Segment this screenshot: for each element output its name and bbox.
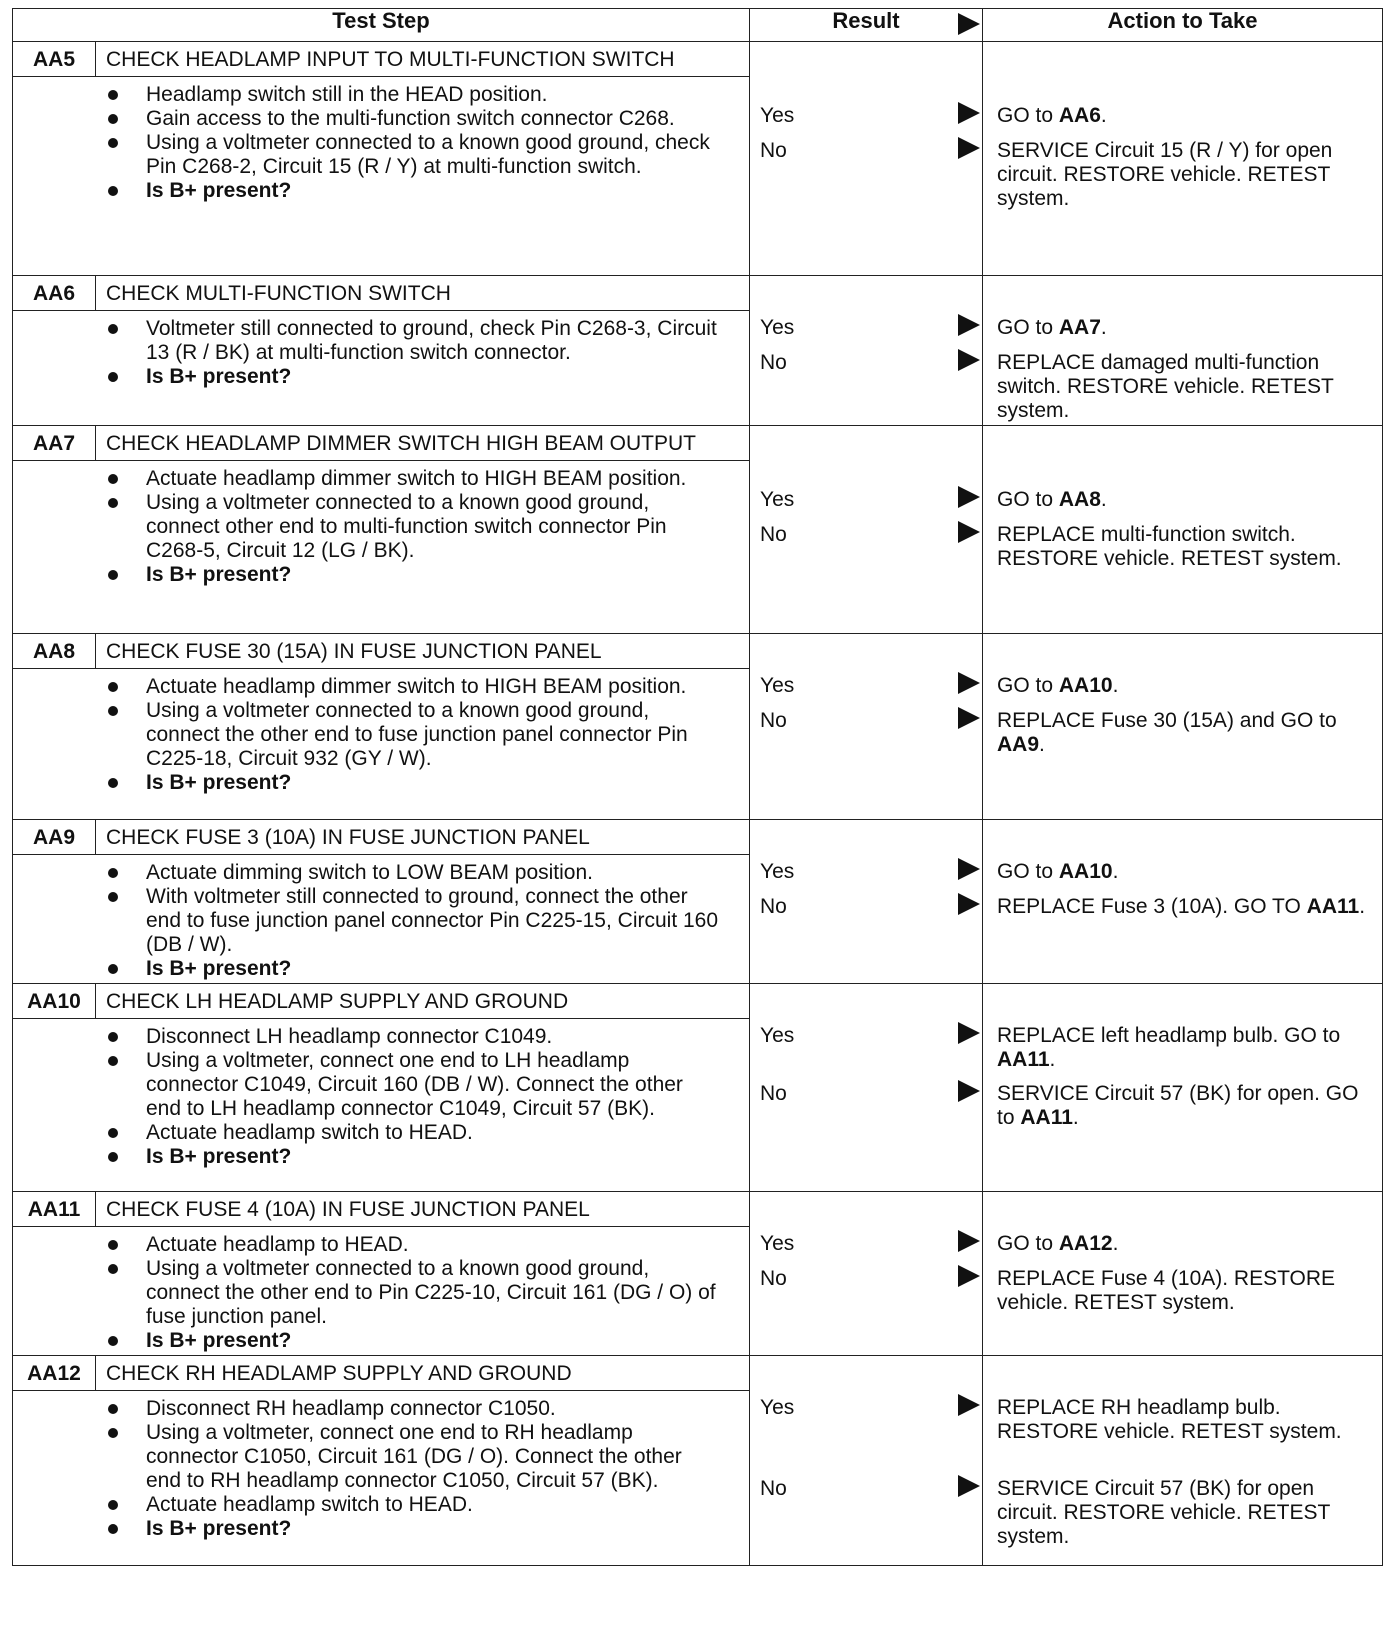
bullet-list: [108, 467, 719, 587]
action-suffix: .: [1359, 895, 1366, 918]
result-label: Yes: [760, 1232, 795, 1255]
table-row: [13, 634, 1383, 820]
action-instruction: REPLACE multi-function switch. RESTORE vehicle. RETEST system.: [997, 523, 1342, 570]
step-question: Is B+ present?: [108, 1145, 719, 1169]
action-suffix: .: [1049, 1048, 1056, 1071]
test-step-cell: [13, 276, 750, 426]
step-id: AA6: [13, 276, 96, 310]
action-text: [997, 1267, 1376, 1315]
arrow-right-icon: [958, 893, 980, 915]
arrow-right-icon: [958, 486, 980, 508]
action-text: [997, 1024, 1376, 1072]
result-cell: [750, 984, 983, 1192]
bullet-item: Actuate dimming switch to LOW BEAM position.: [108, 861, 719, 885]
action-text: [997, 316, 1376, 340]
test-step-cell: [13, 426, 750, 634]
result-label: Yes: [760, 860, 795, 883]
test-step-cell: [13, 984, 750, 1192]
table-row: [13, 42, 1383, 276]
step-heading: [13, 276, 749, 311]
step-reference: AA8: [1058, 488, 1101, 511]
result-no: [760, 1082, 982, 1108]
bullet-item: With voltmeter still connected to ground, connect the other end to fuse junction panel connector Pin C225-15, Circuit 160 (DB / W).: [108, 885, 719, 957]
action-text: [997, 1232, 1376, 1256]
bullet-list: [108, 1233, 719, 1353]
step-question: Is B+ present?: [108, 179, 719, 203]
action-instruction: REPLACE left headlamp bulb. GO to: [997, 1024, 1341, 1047]
arrow-right-icon: [958, 707, 980, 729]
test-step-cell: [13, 634, 750, 820]
step-id: AA12: [13, 1356, 96, 1390]
step-id: AA9: [13, 820, 96, 854]
step-heading: [13, 984, 749, 1019]
table-body: [13, 42, 1383, 1566]
bullet-list: [108, 83, 719, 203]
arrow-right-icon: [958, 858, 980, 880]
step-instructions: [13, 1019, 749, 1171]
result-no: [760, 709, 982, 735]
action-suffix: .: [1112, 1232, 1119, 1255]
step-question: Is B+ present?: [108, 563, 719, 587]
action-suffix: .: [1112, 860, 1119, 883]
result-no: [760, 351, 982, 377]
action-instruction: REPLACE Fuse 3 (10A). GO TO: [997, 895, 1307, 918]
step-title: CHECK FUSE 30 (15A) IN FUSE JUNCTION PANEL: [106, 640, 602, 663]
result-no: [760, 1477, 982, 1503]
result-label: No: [760, 1082, 787, 1105]
result-label: No: [760, 523, 787, 546]
bullet-item: Gain access to the multi-function switch connector C268.: [108, 107, 719, 131]
table-row: [13, 1356, 1383, 1566]
action-instruction: GO to: [997, 860, 1059, 883]
test-step-cell: [13, 42, 750, 276]
result-yes: [760, 1232, 982, 1258]
result-header-label: Result: [832, 8, 900, 33]
bullet-item: Actuate headlamp switch to HEAD.: [108, 1121, 719, 1145]
step-title: CHECK RH HEADLAMP SUPPLY AND GROUND: [106, 1362, 572, 1385]
step-title: CHECK HEADLAMP INPUT TO MULTI-FUNCTION SWITCH: [106, 48, 675, 71]
result-label: No: [760, 895, 787, 918]
bullet-item: Using a voltmeter connected to a known good ground, check Pin C268-2, Circuit 15 (R / Y) at multi-function switch.: [108, 131, 719, 179]
step-heading: [13, 42, 749, 77]
table-row: [13, 276, 1383, 426]
action-text: [997, 488, 1376, 512]
step-question: Is B+ present?: [108, 1517, 719, 1541]
bullet-item: Actuate headlamp dimmer switch to HIGH BEAM position.: [108, 467, 719, 491]
action-instruction: GO to: [997, 104, 1059, 127]
arrow-right-icon: [958, 314, 980, 336]
result-label: No: [760, 1477, 787, 1500]
bullet-list: [108, 861, 719, 981]
bullet-item: Voltmeter still connected to ground, check Pin C268-3, Circuit 13 (R / BK) at multi-function switch connector.: [108, 317, 719, 365]
result-label: Yes: [760, 104, 795, 127]
step-id: AA8: [13, 634, 96, 668]
result-label: No: [760, 351, 787, 374]
result-no: [760, 139, 982, 165]
result-label: Yes: [760, 1024, 795, 1047]
action-text: [997, 139, 1376, 211]
step-id: AA11: [13, 1192, 96, 1226]
step-reference: AA6: [1058, 104, 1101, 127]
step-reference: AA10: [1058, 674, 1113, 697]
test-step-table: [12, 8, 1383, 1566]
bullet-item: Disconnect LH headlamp connector C1049.: [108, 1025, 719, 1049]
result-yes: [760, 674, 982, 700]
action-cell: [983, 634, 1383, 820]
result-label: No: [760, 709, 787, 732]
step-heading: [13, 634, 749, 669]
arrow-right-icon: [958, 349, 980, 371]
action-instruction: SERVICE Circuit 57 (BK) for open. GO to: [997, 1082, 1359, 1129]
action-text: [997, 860, 1376, 884]
arrow-right-icon: [958, 137, 980, 159]
step-instructions: [13, 461, 749, 589]
bullet-item: Headlamp switch still in the HEAD position.: [108, 83, 719, 107]
result-label: Yes: [760, 316, 795, 339]
action-cell: [983, 276, 1383, 426]
action-instruction: REPLACE RH headlamp bulb. RESTORE vehicle. RETEST system.: [997, 1396, 1342, 1443]
action-header: Action to Take: [983, 9, 1383, 42]
arrow-right-icon: [958, 1230, 980, 1252]
result-header: [750, 9, 983, 42]
action-text: [997, 709, 1376, 757]
test-step-cell: [13, 1356, 750, 1566]
action-instruction: REPLACE Fuse 4 (10A). RESTORE vehicle. RETEST system.: [997, 1267, 1336, 1314]
action-cell: [983, 426, 1383, 634]
result-yes: [760, 860, 982, 886]
bullet-list: [108, 317, 719, 389]
arrow-right-icon: [958, 1475, 980, 1497]
action-text: [997, 1396, 1376, 1444]
bullet-item: Actuate headlamp to HEAD.: [108, 1233, 719, 1257]
step-title: CHECK LH HEADLAMP SUPPLY AND GROUND: [106, 990, 569, 1013]
step-heading: [13, 820, 749, 855]
table-row: [13, 426, 1383, 634]
action-instruction: GO to: [997, 1232, 1059, 1255]
action-cell: [983, 42, 1383, 276]
bullet-item: Using a voltmeter connected to a known good ground, connect other end to multi-function switch connector Pin C268-5, Circuit 12 (LG / BK).: [108, 491, 719, 563]
test-step-cell: [13, 1192, 750, 1356]
bullet-item: Using a voltmeter, connect one end to LH headlamp connector C1049, Circuit 160 (DB / W). Connect the other end to LH headlamp connector C1049, Circuit 57 (BK).: [108, 1049, 719, 1121]
action-text: [997, 674, 1376, 698]
result-no: [760, 895, 982, 921]
action-suffix: .: [1039, 733, 1045, 756]
result-yes: [760, 316, 982, 342]
result-no: [760, 523, 982, 549]
bullet-list: [108, 1025, 719, 1169]
step-title: CHECK MULTI-FUNCTION SWITCH: [106, 282, 451, 305]
arrow-right-icon: [958, 13, 980, 35]
step-id: AA5: [13, 42, 96, 76]
action-cell: [983, 820, 1383, 984]
step-question: Is B+ present?: [108, 365, 719, 389]
action-text: [997, 895, 1376, 919]
action-text: [997, 1477, 1376, 1549]
step-instructions: [13, 855, 749, 983]
step-title: CHECK FUSE 3 (10A) IN FUSE JUNCTION PANEL: [106, 826, 590, 849]
bullet-item: Disconnect RH headlamp connector C1050.: [108, 1397, 719, 1421]
action-cell: [983, 984, 1383, 1192]
step-question: Is B+ present?: [108, 1329, 719, 1353]
step-reference: AA11: [997, 1048, 1050, 1071]
action-instruction: GO to: [997, 674, 1059, 697]
step-instructions: [13, 77, 749, 205]
action-instruction: SERVICE Circuit 15 (R / Y) for open circuit. RESTORE vehicle. RETEST system.: [997, 139, 1333, 210]
arrow-right-icon: [958, 1394, 980, 1416]
step-question: Is B+ present?: [108, 957, 719, 981]
action-text: [997, 1082, 1376, 1130]
action-suffix: .: [1100, 104, 1107, 127]
result-yes: [760, 104, 982, 130]
step-heading: [13, 1192, 749, 1227]
result-label: No: [760, 139, 787, 162]
action-suffix: .: [1072, 1106, 1079, 1129]
result-yes: [760, 488, 982, 514]
result-label: Yes: [760, 488, 795, 511]
action-cell: [983, 1192, 1383, 1356]
step-reference: AA11: [1306, 895, 1360, 918]
arrow-right-icon: [958, 1265, 980, 1287]
action-text: [997, 351, 1376, 423]
result-label: Yes: [760, 674, 795, 697]
action-instruction: GO to: [997, 316, 1059, 339]
step-question: Is B+ present?: [108, 771, 719, 795]
table-header-row: [13, 9, 1383, 42]
result-label: No: [760, 1267, 787, 1290]
result-yes: [760, 1396, 982, 1422]
step-reference: AA11: [1020, 1106, 1073, 1129]
bullet-item: Using a voltmeter connected to a known good ground, connect the other end to Pin C225-10, Circuit 161 (DG / O) of fuse junction panel.: [108, 1257, 719, 1329]
step-heading: [13, 1356, 749, 1391]
result-yes: [760, 1024, 982, 1050]
action-suffix: .: [1100, 488, 1107, 511]
step-reference: AA10: [1058, 860, 1113, 883]
action-instruction: GO to: [997, 488, 1059, 511]
action-instruction: REPLACE damaged multi-function switch. RESTORE vehicle. RETEST system.: [997, 351, 1334, 422]
result-cell: [750, 276, 983, 426]
table-row: [13, 984, 1383, 1192]
arrow-right-icon: [958, 102, 980, 124]
result-label: Yes: [760, 1396, 795, 1419]
bullet-item: Actuate headlamp dimmer switch to HIGH BEAM position.: [108, 675, 719, 699]
bullet-list: [108, 675, 719, 795]
step-reference: AA9: [997, 733, 1040, 756]
bullet-list: [108, 1397, 719, 1541]
step-heading: [13, 426, 749, 461]
action-suffix: .: [1100, 316, 1107, 339]
step-id: AA7: [13, 426, 96, 460]
bullet-item: Using a voltmeter connected to a known good ground, connect the other end to fuse junction panel connector Pin C225-18, Circuit 932 (GY / W).: [108, 699, 719, 771]
step-instructions: [13, 669, 749, 797]
test-step-header: Test Step: [13, 9, 750, 42]
step-title: CHECK HEADLAMP DIMMER SWITCH HIGH BEAM OUTPUT: [106, 432, 696, 455]
action-text: [997, 523, 1376, 571]
test-step-cell: [13, 820, 750, 984]
arrow-right-icon: [958, 1080, 980, 1102]
action-cell: [983, 1356, 1383, 1566]
result-cell: [750, 42, 983, 276]
result-cell: [750, 1192, 983, 1356]
table-row: [13, 1192, 1383, 1356]
result-cell: [750, 1356, 983, 1566]
result-cell: [750, 820, 983, 984]
step-instructions: [13, 311, 749, 391]
bullet-item: Actuate headlamp switch to HEAD.: [108, 1493, 719, 1517]
table-row: [13, 820, 1383, 984]
arrow-right-icon: [958, 521, 980, 543]
step-id: AA10: [13, 984, 96, 1018]
step-instructions: [13, 1227, 749, 1355]
action-instruction: REPLACE Fuse 30 (15A) and GO to: [997, 709, 1337, 732]
arrow-right-icon: [958, 672, 980, 694]
result-no: [760, 1267, 982, 1293]
result-cell: [750, 426, 983, 634]
action-text: [997, 104, 1376, 128]
action-suffix: .: [1112, 674, 1119, 697]
arrow-right-icon: [958, 1022, 980, 1044]
step-title: CHECK FUSE 4 (10A) IN FUSE JUNCTION PANEL: [106, 1198, 590, 1221]
bullet-item: Using a voltmeter, connect one end to RH headlamp connector C1050, Circuit 161 (DG / O). Connect the other end to RH headlamp connector C1050, Circuit 57 (BK).: [108, 1421, 719, 1493]
step-instructions: [13, 1391, 749, 1543]
action-instruction: SERVICE Circuit 57 (BK) for open circuit. RESTORE vehicle. RETEST system.: [997, 1477, 1330, 1548]
step-reference: AA12: [1058, 1232, 1113, 1255]
step-reference: AA7: [1058, 316, 1101, 339]
result-cell: [750, 634, 983, 820]
